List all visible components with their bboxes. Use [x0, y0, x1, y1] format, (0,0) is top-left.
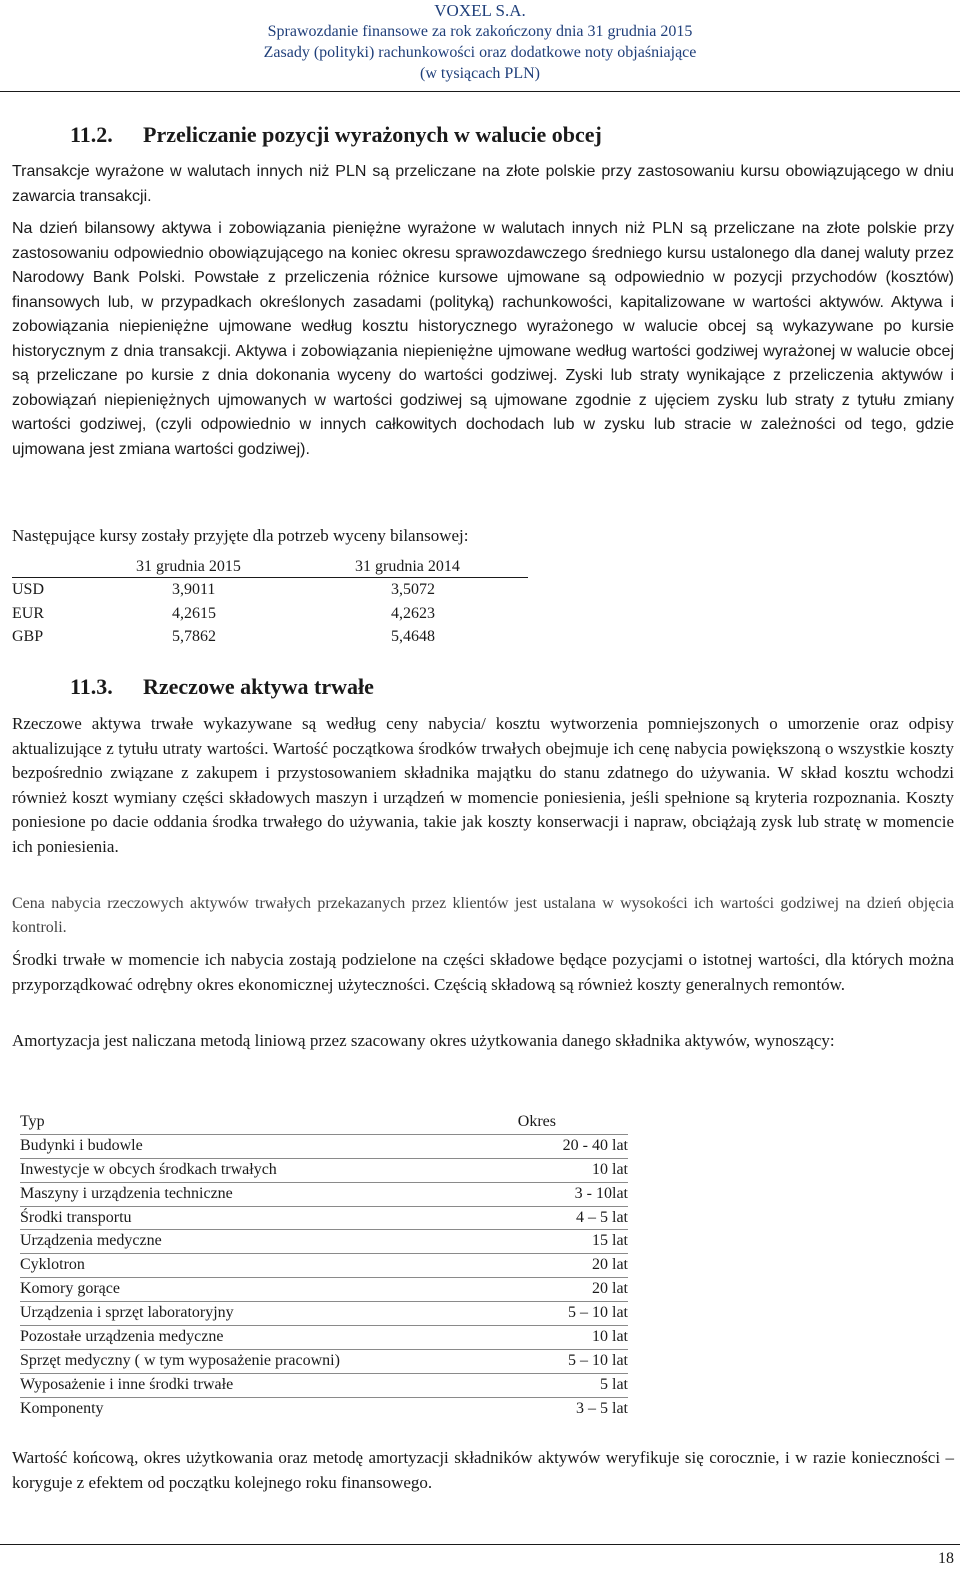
table-row	[20, 1183, 628, 1207]
fx-rates-intro: Następujące kursy zostały przyjęte dla potrzeb wyceny bilansowej:	[12, 526, 469, 545]
currency-code: EUR	[12, 604, 44, 622]
ppe-paragraph-2: Cena nabycia rzeczowych aktywów trwałych przekazanych przez klientów jest ustalana w wysokości ich wartości godziwej na dzień objęcia kontroli.	[12, 895, 954, 936]
useful-life: 3 - 10lat	[574, 1184, 628, 1202]
asset-type: Cyklotron	[20, 1256, 85, 1274]
table-row	[20, 1350, 628, 1374]
useful-life: 4 – 5 lat	[576, 1208, 628, 1226]
table-row	[20, 1398, 628, 1421]
table-row	[20, 1254, 628, 1278]
rate-2015: 3,9011	[172, 581, 216, 598]
footer-divider	[0, 1544, 960, 1545]
exchange-rates-table	[12, 555, 528, 649]
table-row	[20, 1135, 628, 1159]
depreciation-periods-table	[20, 1111, 628, 1421]
table-row	[20, 1278, 628, 1302]
useful-life: 15 lat	[592, 1232, 628, 1250]
rate-2014: 5,4648	[391, 628, 435, 645]
useful-life: 5 – 10 lat	[568, 1351, 628, 1369]
rates-row	[12, 578, 528, 602]
useful-life: 10 lat	[592, 1160, 628, 1178]
table-row	[20, 1207, 628, 1231]
asset-type: Wyposażenie i inne środki trwałe	[20, 1375, 234, 1393]
asset-type: Urządzenia i sprzęt laboratoryjny	[20, 1304, 234, 1322]
types-header-row	[20, 1111, 628, 1135]
asset-type: Urządzenia medyczne	[20, 1232, 162, 1250]
report-subtitle: Zasady (polityki) rachunkowości oraz dodatkowe noty objaśniające	[263, 44, 697, 61]
asset-type: Komponenty	[20, 1399, 104, 1417]
useful-life: 3 – 5 lat	[576, 1399, 628, 1417]
table-row	[20, 1326, 628, 1350]
rate-2015: 5,7862	[172, 628, 216, 645]
section-11-2-number: 11.2.	[70, 122, 113, 147]
rates-header-row	[12, 555, 528, 578]
asset-type: Inwestycje w obcych środkach trwałych	[20, 1160, 277, 1178]
ppe-paragraph-1: Rzeczowe aktywa trwałe wykazywane są według ceny nabycia/ kosztu wytworzenia pomniejszonych o umorzenie oraz odpisy aktualizujące z tytułu utraty wartości. Wartość początkowa środków trwałych obejmuje ich cenę nabycia powiększoną o wszystkie koszty bezpośrednio związane z zakupem i przystosowaniem składnika majątku do stanu zdatnego do używania. W skład kosztu wchodzi również koszt wymiany części składowych maszyn i urządzeń w momencie poniesienia, jeśli spełnione są kryteria rozpoznania. Koszty poniesione po dacie oddania środka trwałego do używania, takie jak koszty konserwacji i napraw, obciążają zysk lub stratę w momencie ich poniesienia.	[12, 714, 954, 856]
ppe-paragraph-4: Amortyzacja jest naliczana metodą liniową przez szacowany okres użytkowania danego składnika aktywów, wynoszący:	[12, 1031, 835, 1050]
useful-life: 5 – 10 lat	[568, 1304, 628, 1322]
table-row	[20, 1374, 628, 1398]
fx-paragraph-2: Na dzień bilansowy aktywa i zobowiązania pieniężne wyrażone w walutach innych niż PLN są przeliczane na złote polskie przy zastosowaniu odpowiednio obowiązującego na koniec okresu sprawozdawczego średniego kursu ustalonego dla danej waluty przez Narodowy Bank Polski. Powstałe z przeliczenia różnice kursowe ujmowane są odpowiednio w pozycji przychodów (kosztów) finansowych lub, w przypadkach określonych zasadami (polityką) rachunkowości, kapitalizowane w wartości aktywów. Aktywa i zobowiązania niepieniężne ujmowane według kosztu historycznego wyrażonego w walucie obcej są wykazywane po kursie historycznym z dnia transakcji. Aktywa i zobowiązania niepieniężne ujmowane według wartości godziwej wyrażonej w walucie obcej są przeliczane po kursie z dnia dokonania wyceny do wartości godziwej. Zyski lub straty wynikające z przeliczenia aktywów i zobowiązań niepieniężnych ujmowanych w wartości godziwej są ujmowane zgodnie z ujęciem zysku lub straty z tytułu zmiany wartości godziwej, (czyli odpowiednio w innych całkowitych dochodach lub w zysku lub stracie w zależności od tego, gdzie ujmowana jest zmiana wartości godziwej).	[12, 220, 954, 458]
rates-col-2014: 31 grudnia 2014	[355, 558, 460, 575]
currency-code: USD	[12, 581, 45, 598]
report-unit: (w tysiącach PLN)	[420, 65, 540, 82]
header-divider	[0, 91, 960, 92]
rate-2015: 4,2615	[172, 604, 216, 622]
fx-paragraph-1: Transakcje wyrażone w walutach innych niż PLN są przeliczane na złote polskie przy zastosowaniu kursu obowiązującego w dniu zawarcia transakcji.	[12, 163, 954, 205]
rates-row	[12, 625, 528, 649]
useful-life: 5 lat	[600, 1375, 628, 1393]
useful-life: 10 lat	[592, 1328, 628, 1346]
types-col-period: Okres	[517, 1113, 556, 1130]
table-row	[20, 1302, 628, 1326]
table-row	[20, 1230, 628, 1254]
section-11-3-number: 11.3.	[70, 674, 113, 699]
ppe-paragraph-5: Wartość końcową, okres użytkowania oraz metodę amortyzacji składników aktywów weryfikuje się corocznie, i w razie konieczności – koryguje z efektem od początku kolejnego roku finansowego.	[12, 1448, 954, 1492]
company-name: VOXEL S.A.	[434, 1, 526, 20]
asset-type: Środki transportu	[20, 1208, 132, 1226]
useful-life: 20 lat	[592, 1280, 628, 1298]
asset-type: Komory gorące	[20, 1280, 120, 1298]
ppe-paragraph-3: Środki trwałe w momencie ich nabycia zostają podzielone na części składowe będące pozycjami o istotnej wartości, dla których można przyporządkować odrębny okres ekonomicznej użyteczności. Częścią składową są również koszty generalnych remontów.	[12, 950, 954, 994]
report-title: Sprawozdanie finansowe za rok zakończony dnia 31 grudnia 2015	[267, 23, 693, 40]
currency-code: GBP	[12, 628, 44, 645]
section-11-2-title: Przeliczanie pozycji wyrażonych w walucie obcej	[143, 122, 602, 147]
table-row	[20, 1159, 628, 1183]
page-header	[0, 0, 960, 84]
types-col-type: Typ	[20, 1113, 45, 1130]
asset-type: Budynki i budowle	[20, 1136, 143, 1154]
rates-row	[12, 602, 528, 626]
section-11-3-title: Rzeczowe aktywa trwałe	[143, 674, 374, 699]
asset-type: Sprzęt medyczny ( w tym wyposażenie pracowni)	[20, 1351, 340, 1369]
useful-life: 20 lat	[592, 1256, 628, 1274]
rates-col-2015: 31 grudnia 2015	[136, 558, 241, 575]
page-number: 18	[938, 1550, 954, 1567]
useful-life: 20 - 40 lat	[562, 1136, 628, 1154]
rate-2014: 4,2623	[391, 604, 435, 622]
asset-type: Pozostałe urządzenia medyczne	[20, 1328, 224, 1346]
rate-2014: 3,5072	[391, 581, 435, 598]
asset-type: Maszyny i urządzenia techniczne	[20, 1184, 233, 1202]
